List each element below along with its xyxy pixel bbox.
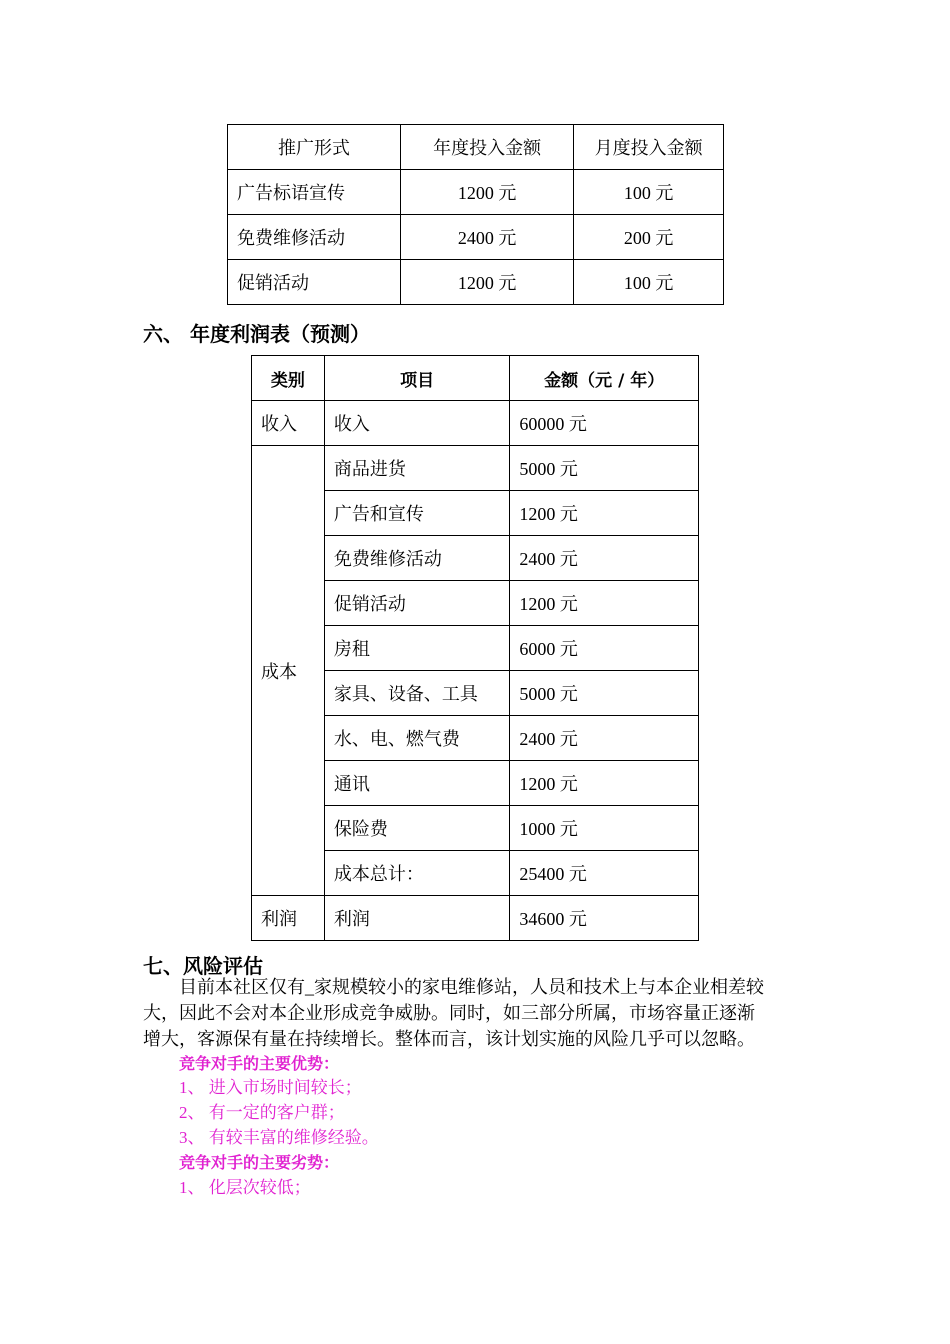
amount-cell: 5000 元 <box>510 446 699 491</box>
amount-cell: 25400 元 <box>510 851 699 896</box>
item-cell: 广告和宣传 <box>324 491 510 536</box>
amount-cell: 34600 元 <box>510 896 699 941</box>
table-header-row <box>228 125 724 170</box>
amount-cell: 1200 元 <box>510 761 699 806</box>
amount-cell: 5000 元 <box>510 671 699 716</box>
item-cell: 水、电、燃气费 <box>324 716 510 761</box>
item-cell: 收入 <box>324 401 510 446</box>
risk-paragraph-line: 增大，客源保有量在持续增长。整体而言，该计划实施的风险几乎可以忽略。 <box>143 1029 755 1049</box>
table-cell: 1200 元 <box>401 170 574 215</box>
table-row <box>228 170 724 215</box>
item-cell: 促销活动 <box>324 581 510 626</box>
table-cell: 100 元 <box>574 170 724 215</box>
amount-cell: 6000 元 <box>510 626 699 671</box>
item-cell: 保险费 <box>324 806 510 851</box>
amount-cell: 1200 元 <box>510 581 699 626</box>
amount-cell: 60000 元 <box>510 401 699 446</box>
table-header-row <box>252 356 699 401</box>
amount-cell: 2400 元 <box>510 536 699 581</box>
list-item: 1、 化层次较低； <box>179 1178 311 1197</box>
section-6-heading: 六、 年度利润表（预测） <box>143 322 370 346</box>
table-row <box>252 896 699 941</box>
table-cell: 促销活动 <box>228 260 401 305</box>
header-cell: 推广形式 <box>228 125 401 170</box>
table-row <box>228 215 724 260</box>
risk-paragraph-line: 大，因此不会对本企业形成竞争威胁。同时，如三部分所属，市场容量正逐渐 <box>143 1003 755 1023</box>
header-cell: 月度投入金额 <box>574 125 724 170</box>
list-item: 3、 有较丰富的维修经验。 <box>179 1128 379 1147</box>
item-cell: 商品进货 <box>324 446 510 491</box>
annual-profit-table <box>251 355 699 941</box>
header-cell: 年度投入金额 <box>401 125 574 170</box>
item-cell: 房租 <box>324 626 510 671</box>
item-cell: 利润 <box>324 896 510 941</box>
header-cell: 项目 <box>324 356 510 401</box>
disadvantages-heading: 竞争对手的主要劣势： <box>179 1153 340 1172</box>
item-cell: 通讯 <box>324 761 510 806</box>
amount-cell: 1200 元 <box>510 491 699 536</box>
table-row <box>252 401 699 446</box>
table-cell: 免费维修活动 <box>228 215 401 260</box>
table-cell: 广告标语宣传 <box>228 170 401 215</box>
amount-cell: 2400 元 <box>510 716 699 761</box>
promotion-budget-table <box>227 124 724 305</box>
amount-cell: 1000 元 <box>510 806 699 851</box>
section-7-heading: 七、风险评估 <box>143 954 263 978</box>
table-row <box>228 260 724 305</box>
advantages-heading: 竞争对手的主要优势： <box>179 1054 340 1073</box>
list-item: 2、 有一定的客户群； <box>179 1103 345 1122</box>
category-cell: 利润 <box>252 896 325 941</box>
table-cell: 100 元 <box>574 260 724 305</box>
table-cell: 200 元 <box>574 215 724 260</box>
header-cell: 类别 <box>252 356 325 401</box>
table-cell: 2400 元 <box>401 215 574 260</box>
category-cell: 收入 <box>252 401 325 446</box>
table-row <box>252 446 699 491</box>
header-cell: 金额（元 / 年） <box>510 356 699 401</box>
list-item: 1、 进入市场时间较长； <box>179 1078 362 1097</box>
category-cell: 成本 <box>252 446 325 896</box>
item-cell: 成本总计： <box>324 851 510 896</box>
item-cell: 免费维修活动 <box>324 536 510 581</box>
item-cell: 家具、设备、工具 <box>324 671 510 716</box>
table-cell: 1200 元 <box>401 260 574 305</box>
risk-paragraph-line: 目前本社区仅有_家规模较小的家电维修站，人员和技术上与本企业相差较 <box>179 977 764 997</box>
